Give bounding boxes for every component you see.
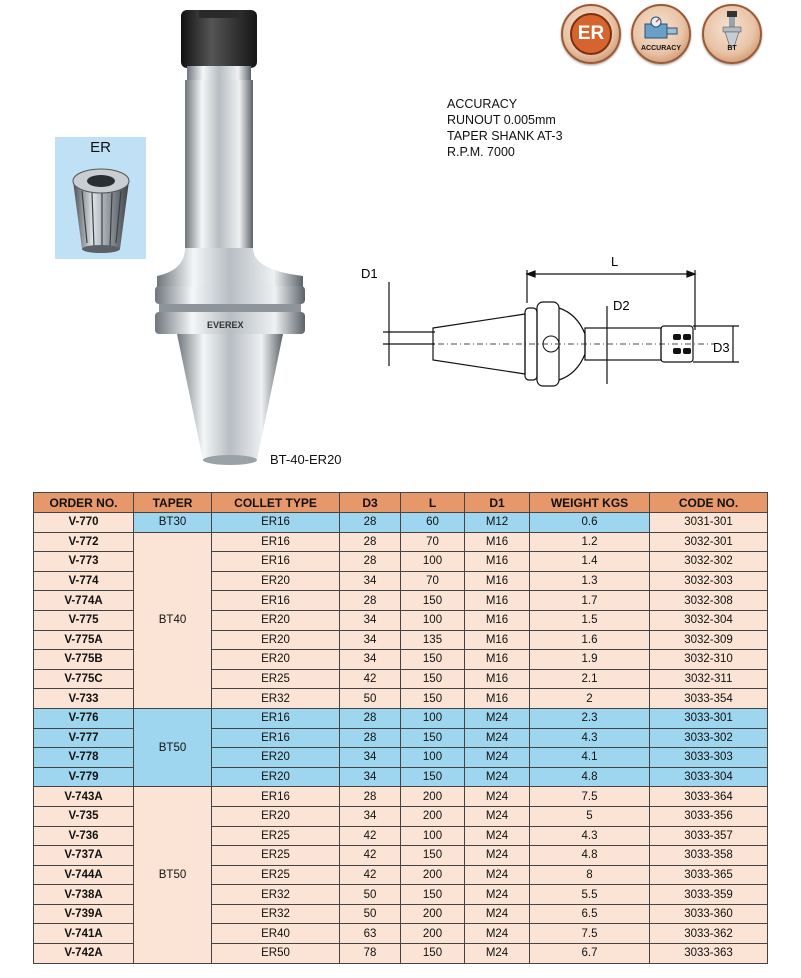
table-row [34,787,768,807]
dim-D2: D2 [613,298,630,313]
cell-l: 150 [401,767,465,787]
cell-d1: M24 [465,787,530,807]
cell-order-no: V-736 [34,826,134,846]
cell-d3: 28 [340,552,401,572]
cell-code-no: 3033-358 [650,846,768,866]
cell-weight: 1.6 [530,630,650,650]
cell-collet-type: ER16 [212,513,340,533]
cell-d3: 34 [340,610,401,630]
cell-l: 70 [401,571,465,591]
cell-l: 150 [401,689,465,709]
cell-code-no: 3032-311 [650,669,768,689]
cell-order-no: V-777 [34,728,134,748]
cell-weight: 7.5 [530,787,650,807]
cell-l: 150 [401,944,465,964]
cell-taper-group: BT30 [134,513,212,533]
cell-collet-type: ER32 [212,904,340,924]
cell-d1: M16 [465,610,530,630]
er-collet-inset [55,137,146,259]
col-l: L [401,493,465,513]
bt-badge-icon [702,4,762,64]
cell-weight: 4.8 [530,767,650,787]
spec-accuracy: ACCURACY [447,97,518,111]
cell-d1: M24 [465,728,530,748]
cell-code-no: 3032-304 [650,610,768,630]
cell-l: 100 [401,610,465,630]
bt-caption: BT [727,45,737,52]
cell-weight: 8 [530,865,650,885]
cell-collet-type: ER20 [212,630,340,650]
cell-d1: M24 [465,904,530,924]
cell-order-no: V-774A [34,591,134,611]
cell-d3: 34 [340,650,401,670]
cell-order-no: V-739A [34,904,134,924]
cell-collet-type: ER16 [212,552,340,572]
cell-l: 70 [401,532,465,552]
cell-collet-type: ER50 [212,944,340,964]
cell-weight: 1.2 [530,532,650,552]
cell-d3: 34 [340,767,401,787]
cell-code-no: 3033-302 [650,728,768,748]
cell-d1: M24 [465,767,530,787]
cell-d3: 42 [340,865,401,885]
cell-l: 150 [401,728,465,748]
cell-code-no: 3033-359 [650,885,768,905]
cell-order-no: V-735 [34,806,134,826]
cell-weight: 6.5 [530,904,650,924]
cell-order-no: V-775B [34,650,134,670]
accuracy-caption: ACCURACY [640,45,682,52]
cell-d1: M16 [465,532,530,552]
cell-code-no: 3032-302 [650,552,768,572]
col-order-no: ORDER NO. [34,493,134,513]
inset-label: ER [90,139,111,156]
cell-weight: 0.6 [530,513,650,533]
cell-l: 150 [401,669,465,689]
table-row [34,532,768,552]
cell-collet-type: ER20 [212,650,340,670]
cell-order-no: V-733 [34,689,134,709]
col-d3: D3 [340,493,401,513]
cell-d1: M24 [465,924,530,944]
cell-d1: M12 [465,513,530,533]
cell-order-no: V-770 [34,513,134,533]
spec-rpm: R.P.M. 7000 [447,145,515,159]
cell-order-no: V-779 [34,767,134,787]
spec-list [447,96,563,160]
cell-order-no: V-775C [34,669,134,689]
model-label: BT-40-ER20 [270,452,342,467]
cell-collet-type: ER16 [212,787,340,807]
cell-collet-type: ER25 [212,846,340,866]
cell-code-no: 3033-364 [650,787,768,807]
cell-d1: M24 [465,708,530,728]
cell-code-no: 3033-357 [650,826,768,846]
cell-collet-type: ER20 [212,748,340,768]
cell-code-no: 3033-301 [650,708,768,728]
dim-L: L [611,254,619,269]
cell-order-no: V-775 [34,610,134,630]
cell-collet-type: ER16 [212,591,340,611]
cell-code-no: 3033-360 [650,904,768,924]
cell-order-no: V-738A [34,885,134,905]
col-weight: WEIGHT KGS [530,493,650,513]
cell-taper-group: BT40 [134,532,212,708]
cell-d3: 34 [340,571,401,591]
cell-weight: 4.3 [530,728,650,748]
cell-code-no: 3033-303 [650,748,768,768]
cell-collet-type: ER16 [212,728,340,748]
cell-order-no: V-772 [34,532,134,552]
cell-weight: 4.3 [530,826,650,846]
cell-d3: 50 [340,885,401,905]
cell-l: 100 [401,748,465,768]
cell-collet-type: ER20 [212,806,340,826]
cell-d3: 34 [340,630,401,650]
cell-collet-type: ER20 [212,610,340,630]
cell-collet-type: ER32 [212,885,340,905]
cell-d3: 50 [340,904,401,924]
spec-table [33,492,768,964]
cell-code-no: 3032-301 [650,532,768,552]
cell-d1: M16 [465,650,530,670]
cell-weight: 1.5 [530,610,650,630]
cell-weight: 7.5 [530,924,650,944]
cell-l: 200 [401,806,465,826]
table-row [34,513,768,533]
cell-d3: 42 [340,669,401,689]
spec-runout: RUNOUT 0.005mm [447,113,556,127]
cell-d3: 42 [340,846,401,866]
cell-code-no: 3033-304 [650,767,768,787]
cell-code-no: 3032-308 [650,591,768,611]
cell-collet-type: ER16 [212,708,340,728]
cell-d1: M16 [465,689,530,709]
cell-collet-type: ER25 [212,865,340,885]
cell-order-no: V-744A [34,865,134,885]
cell-collet-type: ER20 [212,767,340,787]
cell-d3: 28 [340,532,401,552]
cell-weight: 2.1 [530,669,650,689]
cell-d3: 34 [340,806,401,826]
cell-l: 150 [401,846,465,866]
col-taper: TAPER [134,493,212,513]
dim-D3: D3 [713,340,730,355]
cell-l: 150 [401,650,465,670]
cell-l: 100 [401,708,465,728]
cell-collet-type: ER16 [212,532,340,552]
cell-d1: M24 [465,944,530,964]
cell-weight: 1.3 [530,571,650,591]
tool-holder-image [145,8,315,468]
cell-weight: 5 [530,806,650,826]
cell-code-no: 3033-362 [650,924,768,944]
cell-taper-group: BT50 [134,787,212,963]
cell-order-no: V-778 [34,748,134,768]
cell-collet-type: ER20 [212,571,340,591]
cell-l: 150 [401,591,465,611]
col-d1: D1 [465,493,530,513]
cell-code-no: 3031-301 [650,513,768,533]
cell-l: 200 [401,865,465,885]
cell-d3: 63 [340,924,401,944]
er-badge-icon [561,4,621,64]
cell-l: 150 [401,885,465,905]
cell-l: 200 [401,787,465,807]
cell-d3: 78 [340,944,401,964]
cell-d1: M24 [465,826,530,846]
cell-d3: 28 [340,591,401,611]
cell-d3: 34 [340,748,401,768]
bt-holder-icon [721,11,743,49]
cell-d3: 28 [340,787,401,807]
collet-icon [70,163,132,255]
cell-weight: 5.5 [530,885,650,905]
cell-d3: 28 [340,728,401,748]
spec-taper-shank: TAPER SHANK AT-3 [447,129,563,143]
cell-d3: 28 [340,513,401,533]
cell-order-no: V-775A [34,630,134,650]
cell-d1: M24 [465,806,530,826]
accuracy-badge-icon [631,4,691,64]
col-collet-type: COLLET TYPE [212,493,340,513]
cell-d3: 42 [340,826,401,846]
dim-D1: D1 [361,266,378,281]
cell-d1: M24 [465,748,530,768]
cell-d1: M16 [465,669,530,689]
cell-weight: 6.7 [530,944,650,964]
cell-d1: M16 [465,571,530,591]
er-badge-text: ER [570,13,612,55]
cell-weight: 2 [530,689,650,709]
cell-l: 100 [401,552,465,572]
col-code-no: CODE NO. [650,493,768,513]
cell-collet-type: ER32 [212,689,340,709]
dimension-drawing [355,248,755,408]
cell-l: 100 [401,826,465,846]
cell-d3: 50 [340,689,401,709]
cell-d1: M24 [465,885,530,905]
cell-collet-type: ER25 [212,826,340,846]
cell-order-no: V-737A [34,846,134,866]
cell-order-no: V-743A [34,787,134,807]
cell-collet-type: ER25 [212,669,340,689]
cell-d1: M16 [465,552,530,572]
cell-weight: 2.3 [530,708,650,728]
gauge-icon [643,16,681,44]
cell-code-no: 3033-354 [650,689,768,709]
cell-order-no: V-776 [34,708,134,728]
product-stamp: EVEREX [207,320,244,330]
cell-order-no: V-741A [34,924,134,944]
cell-l: 200 [401,924,465,944]
table-header-row [34,493,768,513]
cell-collet-type: ER40 [212,924,340,944]
cell-code-no: 3033-363 [650,944,768,964]
cell-code-no: 3033-365 [650,865,768,885]
cell-weight: 4.1 [530,748,650,768]
cell-code-no: 3032-303 [650,571,768,591]
cell-weight: 1.9 [530,650,650,670]
cell-l: 60 [401,513,465,533]
cell-l: 135 [401,630,465,650]
cell-code-no: 3033-356 [650,806,768,826]
cell-order-no: V-774 [34,571,134,591]
cell-code-no: 3032-309 [650,630,768,650]
cell-code-no: 3032-310 [650,650,768,670]
cell-l: 200 [401,904,465,924]
cell-d1: M16 [465,591,530,611]
cell-order-no: V-773 [34,552,134,572]
cell-weight: 4.8 [530,846,650,866]
cell-d1: M24 [465,846,530,866]
cell-order-no: V-742A [34,944,134,964]
cell-d1: M24 [465,865,530,885]
cell-d3: 28 [340,708,401,728]
table-row [34,708,768,728]
cell-taper-group: BT50 [134,708,212,786]
cell-weight: 1.7 [530,591,650,611]
cell-weight: 1.4 [530,552,650,572]
cell-d1: M16 [465,630,530,650]
